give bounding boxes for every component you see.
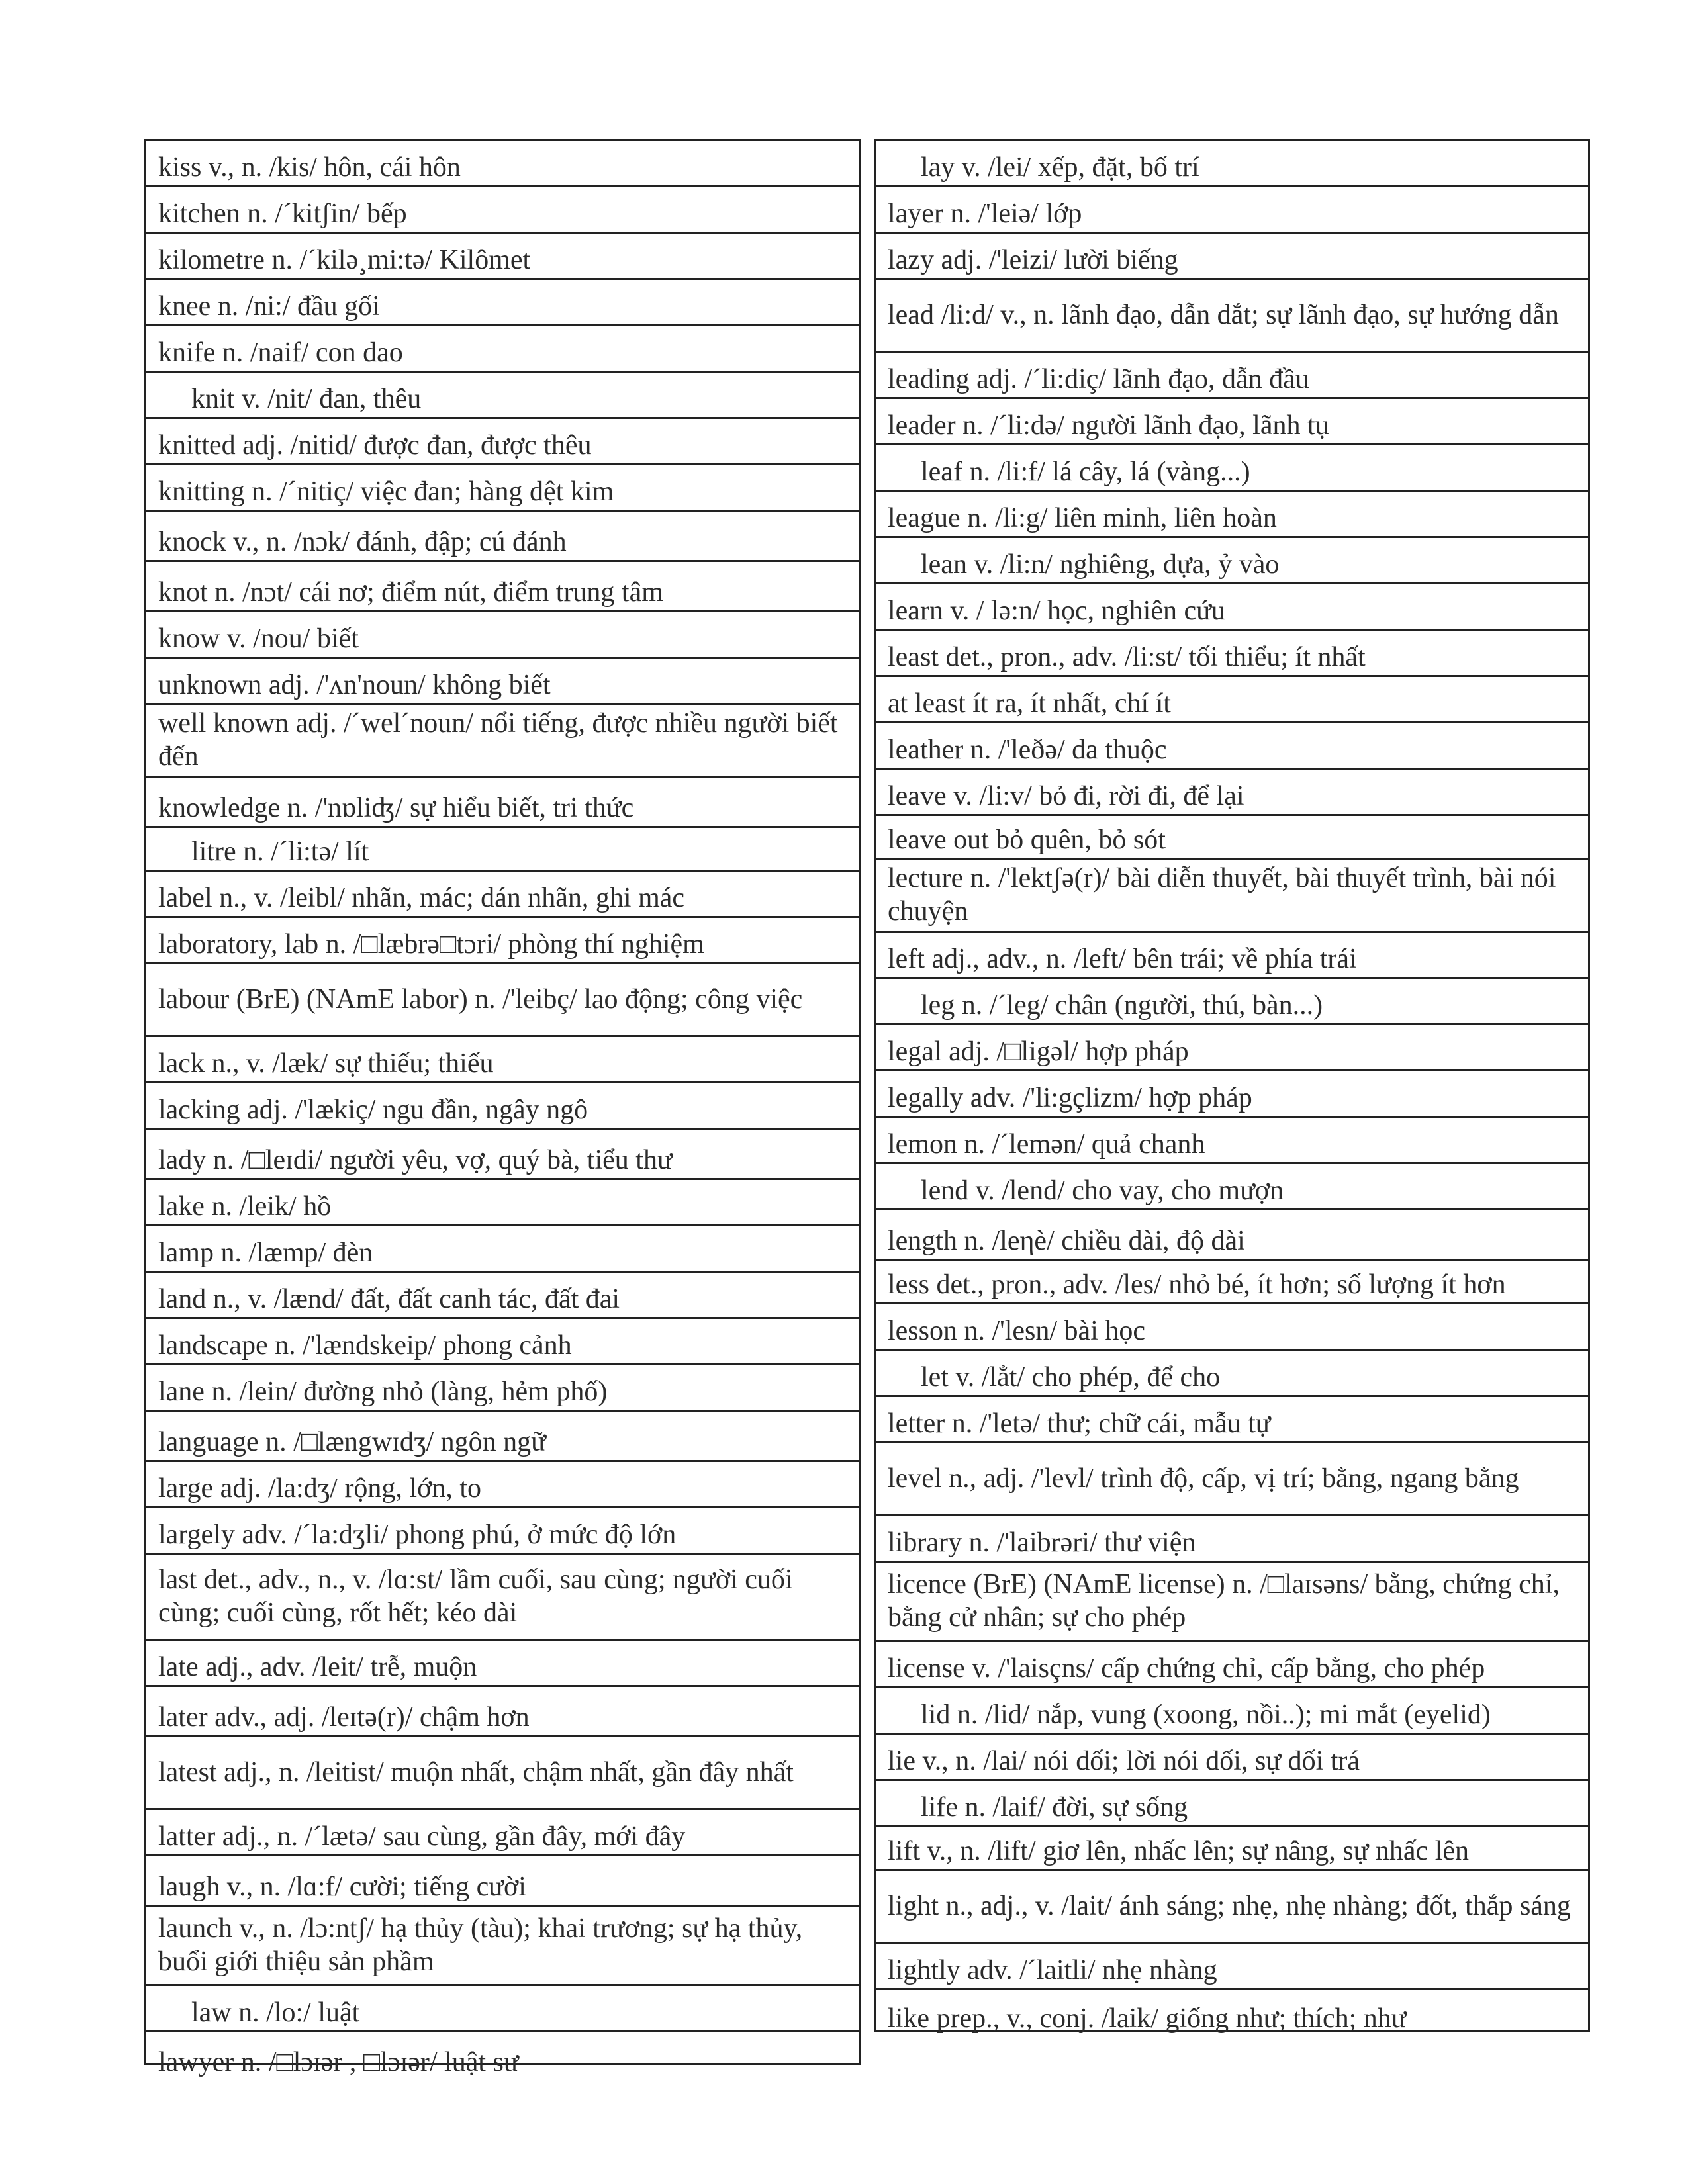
vocabulary-entry-text: knife n. /naif/ con dao	[158, 338, 403, 368]
vocabulary-entry-text: knot n. /nɔt/ cái nơ; điểm nút, điểm trung tâm	[158, 577, 663, 608]
vocabulary-entry	[876, 141, 1588, 187]
vocabulary-entry	[876, 538, 1588, 584]
vocabulary-entry	[146, 1907, 859, 1986]
vocabulary-entry-text: like prep., v., conj. /laik/ giống như; thích; như	[888, 2003, 1407, 2034]
vocabulary-entry	[876, 816, 1588, 860]
vocabulary-entry	[876, 1071, 1588, 1118]
vocabulary-entry	[876, 1642, 1588, 1688]
vocabulary-entry-text: licence (BrE) (NAmE license) n. /□laɪsəns/ bằng, chứng chỉ, bằng cử nhân; sự cho phép	[888, 1569, 1560, 1633]
vocabulary-entry	[876, 1944, 1588, 1990]
vocabulary-entry	[146, 512, 859, 562]
vocabulary-entry-text: land n., v. /lænd/ đất, đất canh tác, đất đai	[158, 1284, 620, 1314]
vocabulary-entry	[876, 979, 1588, 1025]
vocabulary-entry	[146, 828, 859, 872]
vocabulary-entry	[876, 1397, 1588, 1443]
vocabulary-entry	[146, 1226, 859, 1273]
vocabulary-entry	[876, 1443, 1588, 1516]
vocabulary-entry-text: library n. /'laibrəri/ thư viện	[888, 1527, 1196, 1558]
vocabulary-entry-text: lid n. /lid/ nắp, vung (xoong, nồi..); mi mắt (eyelid)	[921, 1700, 1491, 1730]
vocabulary-entry	[876, 399, 1588, 445]
vocabulary-entry-text: level n., adj. /'levl/ trình độ, cấp, vị trí; bằng, ngang bằng	[888, 1463, 1519, 1494]
vocabulary-entry-text: leather n. /'leðə/ da thuộc	[888, 735, 1167, 765]
vocabulary-entry	[146, 1273, 859, 1319]
vocabulary-entry-text: knee n. /ni:/ đầu gối	[158, 291, 380, 322]
vocabulary-entry-text: leaf n. /li:f/ lá cây, lá (vàng...)	[921, 457, 1250, 487]
vocabulary-entry-text: landscape n. /'lændskeip/ phong cảnh	[158, 1330, 572, 1361]
vocabulary-entry-text: kiss v., n. /kis/ hôn, cái hôn	[158, 152, 461, 183]
vocabulary-entry	[876, 1261, 1588, 1304]
vocabulary-entry-text: leg n. /´leg/ chân (người, thú, bàn...)	[921, 990, 1323, 1021]
vocabulary-entry	[876, 187, 1588, 234]
vocabulary-entry-text: latter adj., n. /´lætə/ sau cùng, gần đây, mới đây	[158, 1821, 686, 1852]
vocabulary-entry-text: lean v. /li:n/ nghiêng, dựa, ỷ vào	[921, 549, 1280, 580]
vocabulary-entry-text: lead /li:d/ v., n. lãnh đạo, dẫn dắt; sự lãnh đạo, sự hướng dẫn	[888, 299, 1559, 330]
vocabulary-entry-text: leave v. /li:v/ bỏ đi, rời đi, để lại	[888, 781, 1244, 811]
vocabulary-entry-text: lake n. /leik/ hồ	[158, 1191, 332, 1222]
vocabulary-entry-text: lay v. /lei/ xếp, đặt, bố trí	[921, 152, 1199, 183]
vocabulary-entry	[146, 326, 859, 373]
vocabulary-entry	[876, 1025, 1588, 1071]
vocabulary-entry	[876, 723, 1588, 770]
vocabulary-entry-text: kilometre n. /´kilə¸mi:tə/ Kilômet	[158, 245, 531, 275]
vocabulary-entry	[876, 933, 1588, 979]
vocabulary-entry	[146, 1856, 859, 1907]
vocabulary-entry	[146, 1737, 859, 1810]
vocabulary-entry	[146, 1508, 859, 1555]
vocabulary-entry	[146, 373, 859, 419]
vocabulary-entry-text: knock v., n. /nɔk/ đánh, đập; cú đánh	[158, 527, 567, 557]
vocabulary-entry-text: law n. /lo:/ luật	[191, 1997, 360, 2028]
vocabulary-entry	[146, 1462, 859, 1508]
left-vocabulary-column	[144, 139, 861, 2077]
vocabulary-entry	[146, 234, 859, 280]
vocabulary-entry-text: layer n. /'leiə/ lớp	[888, 199, 1082, 229]
vocabulary-entry	[876, 445, 1588, 492]
vocabulary-entry-text: unknown adj. /'ʌn'noun/ không biết	[158, 670, 551, 700]
vocabulary-entry	[876, 860, 1588, 933]
vocabulary-entry	[876, 1781, 1588, 1827]
vocabulary-entry-text: launch v., n. /lɔ:ntʃ/ hạ thủy (tàu); khai trương; sự hạ thủy, buổi giới thiệu sản phầm	[158, 1913, 803, 1977]
vocabulary-entry-text: language n. /□længwɪdʒ/ ngôn ngữ	[158, 1427, 546, 1457]
vocabulary-entry-text: litre n. /´li:tə/ lít	[191, 837, 369, 867]
vocabulary-entry-text: leader n. /´li:də/ người lãnh đạo, lãnh tụ	[888, 410, 1329, 441]
vocabulary-entry	[876, 1118, 1588, 1164]
vocabulary-entry	[146, 419, 859, 465]
vocabulary-entry	[146, 465, 859, 512]
vocabulary-entry-text: laboratory, lab n. /□læbrə□tɔri/ phòng thí nghiệm	[158, 929, 704, 960]
vocabulary-entry	[146, 1641, 859, 1687]
vocabulary-entry-text: at least ít ra, ít nhất, chí ít	[888, 688, 1172, 719]
vocabulary-entry	[146, 705, 859, 778]
vocabulary-entry	[876, 631, 1588, 677]
vocabulary-entry	[876, 234, 1588, 280]
vocabulary-entry	[876, 1164, 1588, 1210]
vocabulary-entry	[876, 280, 1588, 353]
vocabulary-entry	[146, 1810, 859, 1856]
vocabulary-entry-text: legal adj. /□ligəl/ hợp pháp	[888, 1036, 1189, 1067]
vocabulary-entry-text: lawyer n. /□lɔɪər , □lɔɪər/ luật sư	[158, 2047, 519, 2077]
vocabulary-entry-text: last det., adv., n., v. /lɑ:st/ lầm cuối, sau cùng; người cuối cùng; cuối cùng, rốt hết; kéo dài	[158, 1564, 793, 1628]
vocabulary-entry-text: left adj., adv., n. /left/ bên trái; về phía trái	[888, 944, 1357, 974]
vocabulary-entry-text: length n. /leηè/ chiều dài, độ dài	[888, 1226, 1245, 1256]
vocabulary-entry-text: lecture n. /'lektʃə(r)/ bài diễn thuyết, bài thuyết trình, bài nói chuyện	[888, 862, 1556, 927]
vocabulary-entry	[876, 1563, 1588, 1642]
vocabulary-entry	[876, 1827, 1588, 1871]
vocabulary-entry-text: kitchen n. /´kitʃin/ bếp	[158, 199, 407, 229]
vocabulary-entry-text: lazy adj. /'leizi/ lười biếng	[888, 245, 1178, 275]
vocabulary-entry-text: label n., v. /leibl/ nhãn, mác; dán nhãn, ghi mác	[158, 883, 685, 913]
vocabulary-entry	[146, 964, 859, 1037]
vocabulary-entry	[876, 1688, 1588, 1735]
vocabulary-entry	[146, 562, 859, 612]
vocabulary-entry-text: late adj., adv. /leit/ trễ, muộn	[158, 1652, 477, 1682]
vocabulary-entry	[876, 1990, 1588, 2036]
vocabulary-entry-text: leave out bỏ quên, bỏ sót	[888, 825, 1166, 855]
vocabulary-entry	[146, 918, 859, 964]
vocabulary-entry-text: lady n. /□leɪdi/ người yêu, vợ, quý bà, tiểu thư	[158, 1145, 673, 1175]
vocabulary-entry-text: knowledge n. /'nɒliʤ/ sự hiểu biết, tri thức	[158, 793, 634, 823]
vocabulary-entry-text: lacking adj. /'lækiç/ ngu đần, ngây ngô	[158, 1095, 588, 1125]
vocabulary-entry-text: league n. /li:g/ liên minh, liên hoàn	[888, 503, 1277, 533]
vocabulary-entry-text: laugh v., n. /lɑ:f/ cười; tiếng cười	[158, 1872, 526, 1902]
vocabulary-entry-text: legally adv. /'li:gçlizm/ hợp pháp	[888, 1083, 1252, 1113]
vocabulary-entry	[146, 612, 859, 659]
vocabulary-entry-text: latest adj., n. /leitist/ muộn nhất, chậm nhất, gần đây nhất	[158, 1756, 794, 1788]
vocabulary-entry-text: learn v. / lə:n/ học, nghiên cứu	[888, 596, 1225, 626]
vocabulary-entry-text: lift v., n. /lift/ giơ lên, nhấc lên; sự nâng, sự nhấc lên	[888, 1836, 1470, 1866]
vocabulary-entry-text: knitted adj. /nitid/ được đan, được thêu	[158, 430, 592, 461]
vocabulary-entry-text: lemon n. /´lemən/ quả chanh	[888, 1129, 1205, 1160]
right-vocabulary-column	[874, 139, 1590, 2032]
vocabulary-entry	[146, 1037, 859, 1083]
vocabulary-entry-text: well known adj. /´wel´noun/ nổi tiếng, được nhiều người biết đến	[158, 707, 838, 772]
vocabulary-entry-text: least det., pron., adv. /li:st/ tối thiểu; ít nhất	[888, 642, 1366, 672]
vocabulary-entry	[876, 584, 1588, 631]
vocabulary-entry	[876, 1735, 1588, 1781]
vocabulary-entry-text: leading adj. /´li:diç/ lãnh đạo, dẫn đầu	[888, 364, 1309, 394]
vocabulary-entry-text: lane n. /lein/ đường nhỏ (làng, hẻm phố)	[158, 1377, 608, 1407]
vocabulary-entry	[146, 1986, 859, 2032]
vocabulary-entry-text: labour (BrE) (NAmE labor) n. /'leibç/ lao động; công việc	[158, 983, 803, 1015]
vocabulary-entry-text: know v. /nou/ biết	[158, 623, 359, 654]
vocabulary-entry	[146, 1365, 859, 1412]
vocabulary-entry-text: light n., adj., v. /lait/ ánh sáng; nhẹ, nhẹ nhàng; đốt, thắp sáng	[888, 1890, 1571, 1921]
vocabulary-entry-text: lend v. /lend/ cho vay, cho mượn	[921, 1175, 1284, 1206]
vocabulary-entry	[146, 2032, 859, 2080]
vocabulary-entry-text: let v. /lẳt/ cho phép, để cho	[921, 1362, 1221, 1392]
vocabulary-entry	[146, 1687, 859, 1737]
vocabulary-entry-text: lightly adv. /´laitli/ nhẹ nhàng	[888, 1955, 1217, 1985]
vocabulary-entry	[876, 1210, 1588, 1261]
vocabulary-entry	[876, 770, 1588, 816]
vocabulary-entry	[146, 280, 859, 326]
vocabulary-entry-text: less det., pron., adv. /les/ nhỏ bé, ít hơn; số lượng ít hơn	[888, 1269, 1506, 1300]
vocabulary-entry	[146, 1555, 859, 1641]
vocabulary-entry	[876, 677, 1588, 723]
vocabulary-entry	[146, 1083, 859, 1130]
vocabulary-entry	[876, 492, 1588, 538]
vocabulary-entry	[146, 659, 859, 705]
vocabulary-entry-text: lesson n. /'lesn/ bài học	[888, 1316, 1146, 1346]
vocabulary-entry-text: letter n. /'letə/ thư; chữ cái, mẫu tự	[888, 1408, 1271, 1439]
vocabulary-entry-text: lack n., v. /læk/ sự thiếu; thiếu	[158, 1048, 494, 1079]
vocabulary-entry-text: license v. /'laisçns/ cấp chứng chỉ, cấp bằng, cho phép	[888, 1653, 1485, 1684]
vocabulary-entry	[876, 1304, 1588, 1351]
vocabulary-entry-text: life n. /laif/ đời, sự sống	[921, 1792, 1188, 1823]
vocabulary-entry	[876, 1516, 1588, 1563]
vocabulary-entry	[146, 1180, 859, 1226]
vocabulary-entry	[146, 778, 859, 828]
vocabulary-entry	[146, 872, 859, 918]
vocabulary-entry-text: later adv., adj. /leɪtə(r)/ chậm hơn	[158, 1702, 530, 1733]
vocabulary-entry	[876, 1351, 1588, 1397]
vocabulary-entry	[146, 1412, 859, 1462]
vocabulary-entry	[876, 353, 1588, 399]
vocabulary-entry-text: knit v. /nit/ đan, thêu	[191, 384, 422, 414]
vocabulary-entry	[146, 141, 859, 187]
vocabulary-entry-text: knitting n. /´nitiç/ việc đan; hàng dệt kim	[158, 477, 614, 507]
vocabulary-entry	[876, 1871, 1588, 1944]
vocabulary-entry-text: largely adv. /´la:dʒli/ phong phú, ở mức độ lớn	[158, 1520, 677, 1550]
vocabulary-entry	[146, 187, 859, 234]
vocabulary-entry	[146, 1130, 859, 1180]
vocabulary-entry-text: lamp n. /læmp/ đèn	[158, 1238, 373, 1268]
vocabulary-entry-text: large adj. /la:dʒ/ rộng, lớn, to	[158, 1473, 481, 1504]
vocabulary-entry	[146, 1319, 859, 1365]
vocabulary-entry-text: lie v., n. /lai/ nói dối; lời nói dối, sự dối trá	[888, 1746, 1360, 1776]
